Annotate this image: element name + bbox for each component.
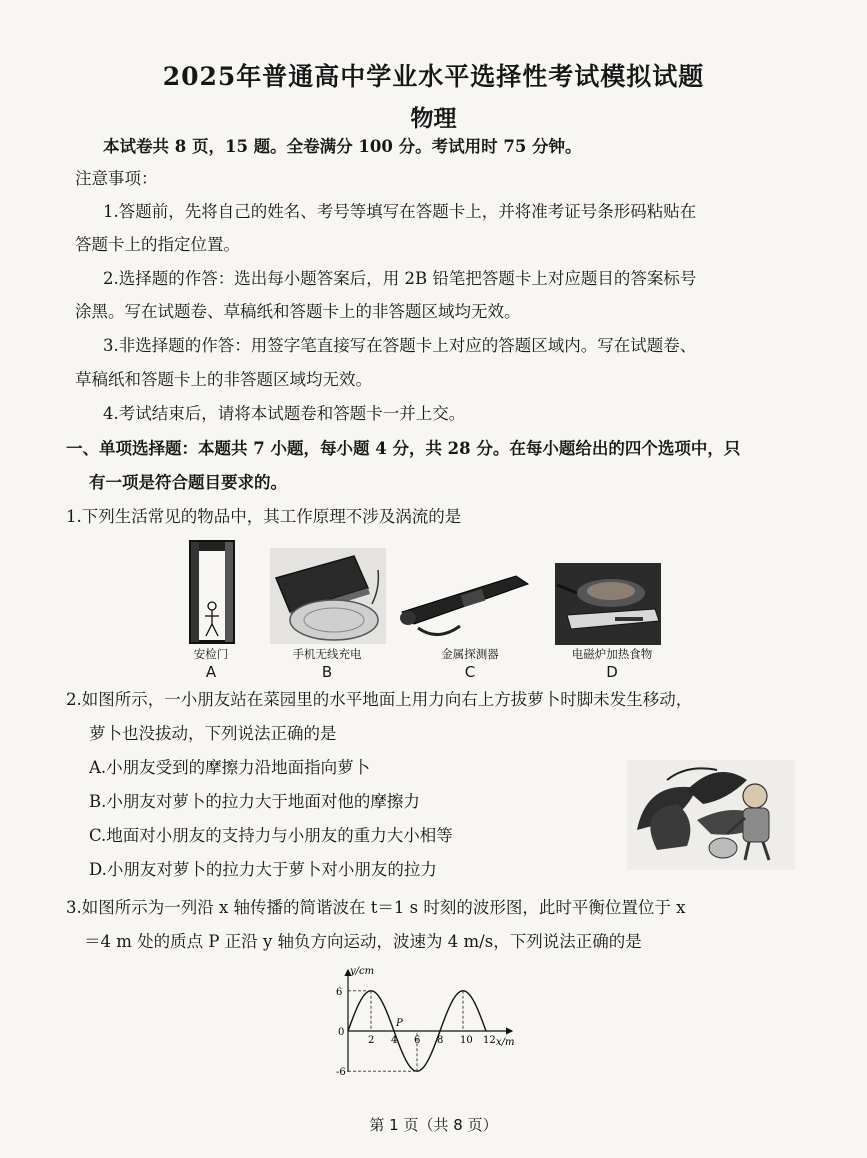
question-3-stem-cont: ＝4 m 处的质点 P 正沿 y 轴负方向运动，波速为 4 m/s，下列说法正确的是 (84, 932, 642, 951)
notice-heading: 注意事项： (75, 169, 158, 188)
origin-label: 0 (338, 1027, 345, 1038)
option-a-caption: 安检门 (193, 647, 229, 661)
notice-line: 2.选择题的作答：选出每小题答案后，用 2B 铅笔把答题卡上对应题目的答案标号 (103, 269, 697, 288)
child-pulling-radish-image (627, 760, 795, 874)
option-c-letter: C (464, 663, 476, 681)
x-tick-label: 4 (391, 1035, 398, 1046)
induction-cooker-image (555, 563, 661, 649)
notice-line: 答题卡上的指定位置。 (75, 235, 240, 254)
security-gate-image (188, 540, 236, 648)
x-tick-label: 10 (460, 1035, 473, 1046)
page-footer: 第 1 页（共 8 页） (369, 1116, 498, 1134)
wave-layer (336, 987, 496, 1078)
option-c-caption: 金属探测器 (441, 647, 499, 661)
intro-text: 本试卷共 8 页，15 题。全卷满分 100 分。考试用时 75 分钟。 (103, 137, 582, 156)
q2-option-c: C.地面对小朋友的支持力与小朋友的重力大小相等 (89, 826, 453, 845)
option-b-caption: 手机无线充电 (292, 647, 362, 661)
question-1-stem: 1.下列生活常见的物品中，其工作原理不涉及涡流的是 (66, 507, 462, 526)
x-tick-label: 2 (368, 1035, 375, 1046)
point-p-label: P (396, 1018, 403, 1029)
option-d-caption: 电磁炉加热食物 (571, 647, 653, 661)
question-2-stem: 2.如图所示，一小朋友站在菜园里的水平地面上用力向右上方拔萝卜时脚未发生移动， (66, 690, 693, 709)
notice-line: 草稿纸和答题卡上的非答题区域均无效。 (75, 370, 372, 389)
option-a-letter: A (205, 663, 217, 681)
wave-graph (320, 960, 530, 1084)
option-b-letter: B (321, 663, 333, 681)
option-d-letter: D (606, 663, 618, 681)
q2-option-d: D.小朋友对萝卜的拉力大于萝卜对小朋友的拉力 (89, 860, 437, 879)
q2-option-a: A.小朋友受到的摩擦力沿地面指向萝卜 (89, 758, 371, 777)
metal-detector-image (398, 572, 532, 648)
wireless-charger-image (270, 548, 386, 648)
notice-line: 4.考试结束后，请将本试题卷和答题卡一并上交。 (103, 404, 466, 423)
section-heading: 一、单项选择题：本题共 7 小题，每小题 4 分，共 28 分。在每小题给出的四个选项中，只 (66, 439, 741, 458)
x-tick-label: 8 (437, 1035, 444, 1046)
notice-line: 1.答题前，先将自己的姓名、考号等填写在答题卡上，并将准考证号条形码粘贴在 (103, 202, 697, 221)
y-axis-label: y/cm (350, 966, 375, 977)
x-axis-label: x/m (496, 1037, 515, 1048)
question-2-stem-cont: 萝卜也没拔动，下列说法正确的是 (89, 724, 337, 743)
question-3-stem: 3.如图所示为一列沿 x 轴传播的简谐波在 t＝1 s 时刻的波形图，此时平衡位置位于 x (66, 898, 686, 917)
subject-title: 物理 (410, 105, 457, 132)
notice-line: 涂黑。写在试题卷、草稿纸和答题卡上的非答题区域均无效。 (75, 302, 521, 321)
notice-line: 3.非选择题的作答：用签字笔直接写在答题卡上对应的答题区域内。写在试题卷、 (103, 336, 697, 355)
y-tick-label: -6 (336, 1067, 346, 1079)
section-heading-cont: 有一项是符合题目要求的。 (89, 473, 287, 492)
x-tick-label: 6 (414, 1035, 421, 1046)
x-tick-label: 12 (483, 1035, 496, 1046)
y-tick-label: 6 (336, 986, 343, 998)
q2-option-b: B.小朋友对萝卜的拉力大于地面对他的摩擦力 (89, 792, 420, 811)
exam-title: 2025年普通高中学业水平选择性考试模拟试题 (162, 62, 705, 91)
